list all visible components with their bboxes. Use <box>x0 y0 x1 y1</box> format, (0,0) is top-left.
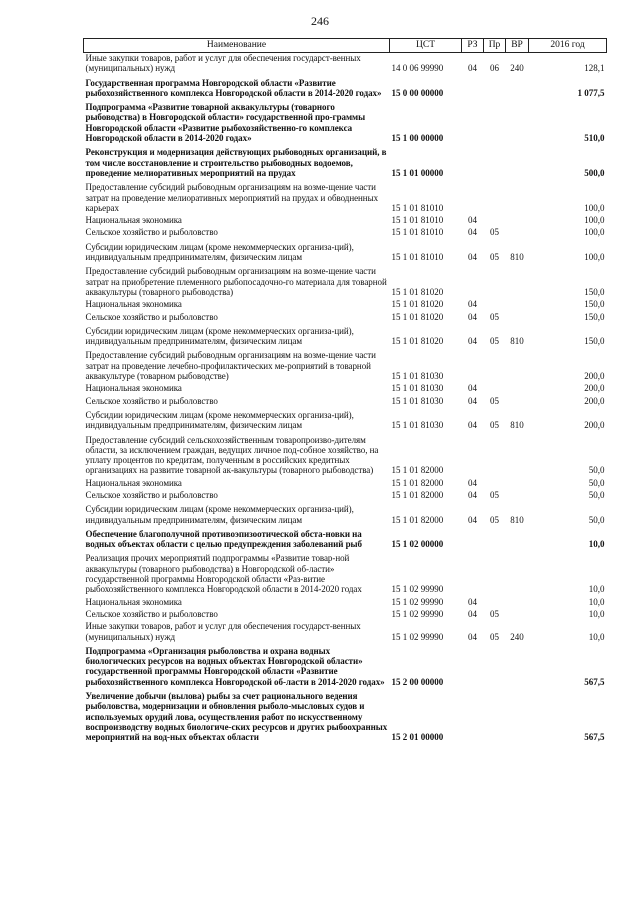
row-cst: 15 1 02 99990 <box>391 608 444 619</box>
table-row <box>84 549 607 594</box>
row-rz <box>462 98 484 143</box>
table-row <box>84 525 607 550</box>
row-vr <box>506 143 529 178</box>
row-vr <box>506 394 529 406</box>
row-rz: 04 <box>468 631 477 642</box>
row-amount: 10,0 <box>588 608 605 619</box>
row-cst: 15 1 01 81030 <box>391 383 444 394</box>
row-name: Предоставление субсидий рыбоводным организациям на возме-щение части затрат на проведение мелиоративных мероприятий на прудах и обводненных карьерах <box>85 182 379 213</box>
header-vr: ВР <box>506 39 529 53</box>
table-row <box>84 431 607 476</box>
table-row <box>84 476 607 488</box>
row-amount: 10,0 <box>588 539 605 550</box>
row-name: Субсидии юридическим лицам (кроме некоммерческих организа-ций), индивидуальным предпринимателям, физическим лицам <box>85 409 354 431</box>
table-row <box>84 143 607 178</box>
row-vr <box>506 642 529 687</box>
row-rz <box>462 642 484 687</box>
row-amount: 100,0 <box>584 215 605 226</box>
row-amount: 50,0 <box>588 477 605 488</box>
row-vr: 240 <box>510 631 524 642</box>
row-name: Иные закупки товаров, работ и услуг для обеспечения государст-венных (муниципальных) нужд <box>85 621 361 642</box>
row-name: Увеличение добычи (вылова) рыбы за счет рационального ведения рыболовства, модернизации и обновления рыболо-мысловых судов и используемых орудий лова, осуществления работ по искусственному воспроизводству водных биологиче-ских ресурсов и других рыбоохранных мероприятий на вод-ных объектах области <box>85 691 388 743</box>
table-row <box>84 297 607 309</box>
row-cst: 15 1 01 81020 <box>391 311 444 322</box>
row-pr <box>484 213 506 225</box>
row-amount: 50,0 <box>588 514 605 525</box>
row-amount: 150,0 <box>584 286 605 297</box>
row-vr: 810 <box>510 514 524 525</box>
row-name: Национальная экономика <box>85 596 182 607</box>
row-vr <box>506 98 529 143</box>
row-pr <box>484 143 506 178</box>
row-rz: 04 <box>468 489 477 500</box>
row-vr <box>506 225 529 237</box>
row-vr: 240 <box>510 63 524 74</box>
row-amount: 100,0 <box>584 252 605 263</box>
table-row <box>84 262 607 297</box>
row-cst: 15 1 01 81020 <box>391 286 444 297</box>
row-pr: 05 <box>490 631 499 642</box>
row-vr <box>506 297 529 309</box>
row-rz <box>462 74 484 99</box>
row-pr <box>484 642 506 687</box>
row-rz <box>462 262 484 297</box>
row-amount: 567,5 <box>584 732 605 743</box>
row-pr: 05 <box>490 420 499 431</box>
row-vr <box>506 549 529 594</box>
row-vr <box>506 687 529 742</box>
row-vr <box>506 488 529 500</box>
row-pr: 06 <box>490 63 499 74</box>
row-cst: 15 1 01 81010 <box>391 215 444 226</box>
row-name: Государственная программа Новгородской области «Развитие рыбохозяйственного комплекса Новгородской области в 2014-2020 годах» <box>85 77 382 98</box>
row-cst: 15 1 01 81030 <box>391 371 444 382</box>
row-rz: 04 <box>468 336 477 347</box>
row-cst: 15 1 01 82000 <box>391 477 444 488</box>
row-rz <box>462 525 484 550</box>
header-year: 2016 год <box>529 39 607 53</box>
row-vr <box>506 178 529 213</box>
page-number: 246 <box>311 14 329 28</box>
row-name: Иные закупки товаров, работ и услуг для обеспечения государст-венных (муниципальных) нужд <box>85 53 361 74</box>
row-rz: 04 <box>468 596 477 607</box>
row-vr <box>506 525 529 550</box>
row-pr <box>484 431 506 476</box>
row-cst: 15 1 01 81030 <box>391 395 444 406</box>
row-pr <box>484 262 506 297</box>
row-rz: 04 <box>468 608 477 619</box>
row-cst: 15 1 01 82000 <box>391 514 444 525</box>
row-name: Сельское хозяйство и рыболовство <box>85 395 218 406</box>
row-rz: 04 <box>468 383 477 394</box>
row-cst: 15 1 02 99990 <box>391 596 444 607</box>
row-name: Национальная экономика <box>85 477 182 488</box>
row-cst: 15 1 01 00000 <box>391 167 444 178</box>
row-cst: 15 1 02 99990 <box>391 584 444 595</box>
row-vr <box>506 310 529 322</box>
header-rz: РЗ <box>462 39 484 53</box>
row-amount: 200,0 <box>584 420 605 431</box>
row-amount: 150,0 <box>584 299 605 310</box>
row-rz: 04 <box>468 63 477 74</box>
row-cst: 15 1 01 81020 <box>391 299 444 310</box>
row-name: Подпрограмма «Организация рыболовства и охрана водных биологических ресурсов на водных объектах Новгородской области» государственной программы Новгородской области «Развитие рыбохозяйственного комплекса Новгородской об-ласти в 2014-2020 годах» <box>85 645 385 687</box>
row-pr: 05 <box>490 395 499 406</box>
row-pr: 05 <box>490 252 499 263</box>
row-name: Обеспечение благополучной противоэпизоотической обста-новки на водных объектах области с целью предупреждения заболеваний рыб <box>85 528 362 550</box>
table-row <box>84 500 607 525</box>
table-row <box>84 98 607 143</box>
row-rz: 04 <box>468 477 477 488</box>
row-pr <box>484 178 506 213</box>
budget-table <box>83 38 607 743</box>
row-vr <box>506 595 529 607</box>
row-pr <box>484 98 506 143</box>
row-cst: 15 2 00 00000 <box>391 676 444 687</box>
row-amount: 50,0 <box>588 465 605 476</box>
row-pr <box>484 381 506 393</box>
row-amount: 200,0 <box>584 371 605 382</box>
table-row <box>84 238 607 263</box>
row-cst: 15 1 01 81020 <box>391 336 444 347</box>
table-row <box>84 595 607 607</box>
row-cst: 15 2 01 00000 <box>391 732 444 743</box>
row-name: Предоставление субсидий сельскохозяйственным товаропроизво-дителям области, за исключением граждан, ведущих личное под-собное хозяйство, на уплату процентов по кредитам, полученным в российских кредитных организациях на развитие товарной ак-вакультуры (товарного рыбоводства) <box>85 434 379 476</box>
row-vr: 810 <box>510 252 524 263</box>
row-amount: 510,0 <box>584 133 605 144</box>
header-cst: ЦСТ <box>390 39 462 53</box>
row-name: Сельское хозяйство и рыболовство <box>85 311 218 322</box>
row-cst: 14 0 06 99990 <box>391 63 444 74</box>
row-vr <box>506 213 529 225</box>
row-vr <box>506 262 529 297</box>
row-rz <box>462 549 484 594</box>
row-rz: 04 <box>468 215 477 226</box>
row-rz: 04 <box>468 252 477 263</box>
row-cst: 15 1 01 81010 <box>391 252 444 263</box>
table-body <box>84 53 607 743</box>
row-pr: 05 <box>490 514 499 525</box>
row-amount: 10,0 <box>588 596 605 607</box>
row-pr: 05 <box>490 489 499 500</box>
row-pr: 05 <box>490 336 499 347</box>
row-vr: 810 <box>510 420 524 431</box>
row-name: Реализация прочих мероприятий подпрограммы «Развитие товар-ной аквакультуры (товарного рыбоводства) в Новгородской об-ласти» государственной программы Новгородской области «Раз-витие рыбохозяйственного комплекса Новгородской области в 2014-2020 годах <box>85 553 362 595</box>
row-cst: 15 0 00 00000 <box>391 87 444 98</box>
row-vr <box>506 607 529 619</box>
row-rz <box>462 178 484 213</box>
row-amount: 50,0 <box>588 489 605 500</box>
row-rz <box>462 346 484 381</box>
row-name: Реконструкция и модернизация действующих рыбоводных организаций, в том числе восстановление и строительство рыбоводных водоемов, проведение мелиоративных мероприятий на прудах <box>85 147 387 178</box>
row-pr <box>484 687 506 742</box>
row-name: Национальная экономика <box>85 383 182 394</box>
row-amount: 10,0 <box>588 584 605 595</box>
table-row <box>84 53 607 74</box>
row-amount: 128,1 <box>584 63 605 74</box>
header-pr: Пр <box>484 39 506 53</box>
row-amount: 200,0 <box>584 395 605 406</box>
table-row <box>84 322 607 347</box>
row-rz: 04 <box>468 299 477 310</box>
row-rz: 04 <box>468 420 477 431</box>
table-row <box>84 346 607 381</box>
row-pr <box>484 595 506 607</box>
row-name: Национальная экономика <box>85 215 182 226</box>
table-header-row <box>84 39 607 53</box>
row-pr: 05 <box>490 608 499 619</box>
row-name: Предоставление субсидий рыбоводным организациям на возме-щение части затрат на проведение лечебно-профилактических ме-роприятий в товарной аквакультуре (товарном рыбоводстве) <box>85 350 376 382</box>
table-row <box>84 213 607 225</box>
row-amount: 567,5 <box>584 676 605 687</box>
table-row <box>84 381 607 393</box>
row-amount: 10,0 <box>588 631 605 642</box>
row-pr <box>484 476 506 488</box>
table-row <box>84 406 607 431</box>
row-rz <box>462 687 484 742</box>
row-name: Сельское хозяйство и рыболовство <box>85 608 218 619</box>
row-vr <box>506 381 529 393</box>
row-rz: 04 <box>468 227 477 238</box>
row-name: Субсидии юридическим лицам (кроме некоммерческих организа-ций), индивидуальным предпринимателям, физическим лицам <box>85 241 354 263</box>
row-pr <box>484 297 506 309</box>
table-row <box>84 225 607 237</box>
row-vr <box>506 476 529 488</box>
row-name: Подпрограмма «Развитие товарной аквакультуры (товарного рыбоводства) в Новгородской области» государственной про-граммы Новгородской области «Развитие рыбохозяйственно-го комплекса Новгородской области в 2014-2020 годах» <box>85 102 366 144</box>
row-amount: 100,0 <box>584 202 605 213</box>
row-name: Сельское хозяйство и рыболовство <box>85 489 218 500</box>
row-rz: 04 <box>468 514 477 525</box>
row-name: Сельское хозяйство и рыболовство <box>85 227 218 238</box>
row-rz <box>462 143 484 178</box>
row-vr <box>506 346 529 381</box>
row-amount: 150,0 <box>584 336 605 347</box>
row-pr <box>484 346 506 381</box>
row-rz: 04 <box>468 311 477 322</box>
row-name: Субсидии юридическим лицам (кроме некоммерческих организа-ций), индивидуальным предпринимателям, физическим лицам <box>85 504 354 525</box>
row-pr <box>484 549 506 594</box>
row-vr <box>506 74 529 99</box>
row-rz: 04 <box>468 395 477 406</box>
row-amount: 1 077,5 <box>577 87 605 98</box>
row-vr: 810 <box>510 336 524 347</box>
row-pr: 05 <box>490 227 499 238</box>
row-rz <box>462 431 484 476</box>
row-cst: 15 1 01 82000 <box>391 465 444 476</box>
row-cst: 15 1 01 81030 <box>391 420 444 431</box>
table-row <box>84 178 607 213</box>
row-name: Субсидии юридическим лицам (кроме некоммерческих организа-ций), индивидуальным предпринимателям, физическим лицам <box>85 325 354 347</box>
table-row <box>84 488 607 500</box>
row-amount: 150,0 <box>584 311 605 322</box>
row-amount: 500,0 <box>584 167 605 178</box>
row-cst: 15 1 00 00000 <box>391 133 444 144</box>
row-cst: 15 1 02 99990 <box>391 631 444 642</box>
row-cst: 15 1 01 82000 <box>391 489 444 500</box>
table-row <box>84 619 607 642</box>
row-cst: 15 1 01 81010 <box>391 202 444 213</box>
row-vr <box>506 431 529 476</box>
row-cst: 15 1 01 81010 <box>391 227 444 238</box>
table-row <box>84 642 607 687</box>
row-name: Национальная экономика <box>85 299 182 310</box>
table-row <box>84 607 607 619</box>
row-amount: 100,0 <box>584 227 605 238</box>
row-amount: 200,0 <box>584 383 605 394</box>
row-pr: 05 <box>490 311 499 322</box>
row-cst: 15 1 02 00000 <box>391 539 444 550</box>
table-row <box>84 687 607 742</box>
row-pr <box>484 525 506 550</box>
table-row <box>84 394 607 406</box>
row-pr <box>484 74 506 99</box>
header-name: Наименование <box>84 39 390 53</box>
row-name: Предоставление субсидий рыбоводным организациям на возме-щение части затрат на приобретение племенного рыбопосадочно-го материала для товарной аквакультуры (товарного рыбоводства) <box>85 266 387 297</box>
table-row <box>84 74 607 99</box>
table-row <box>84 310 607 322</box>
